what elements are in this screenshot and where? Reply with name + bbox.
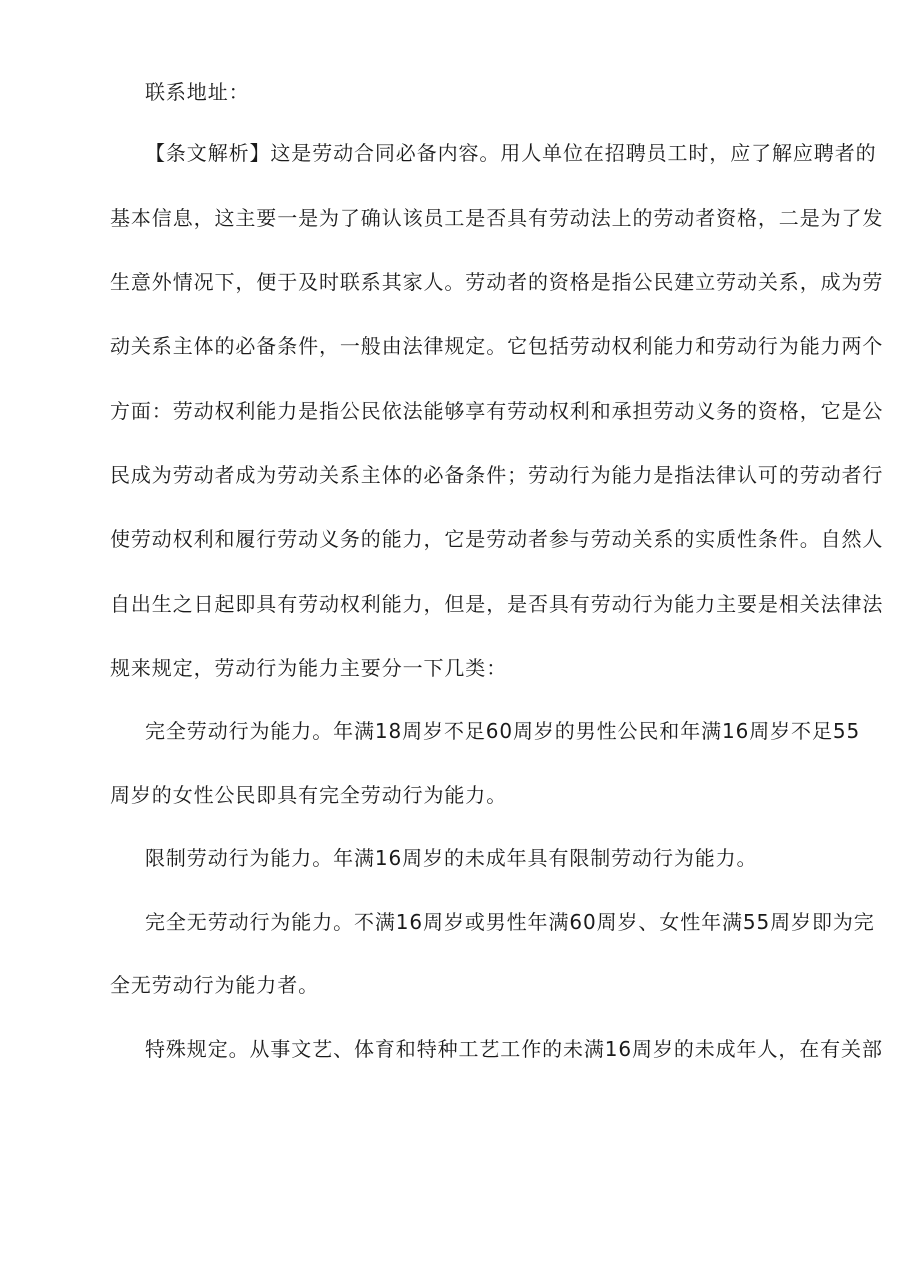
paragraph-line: 自出生之日起即具有劳动权利能力，但是，是否具有劳动行为能力主要是相关法律法 <box>110 592 884 616</box>
paragraph-line: 方面：劳动权利能力是指公民依法能够享有劳动权利和承担劳动义务的资格，它是公 <box>110 399 884 423</box>
paragraph-line: 周岁的女性公民即具有完全劳动行为能力。 <box>110 783 508 807</box>
paragraph-line: 民成为劳动者成为劳动关系主体的必备条件；劳动行为能力是指法律认可的劳动者行 <box>110 463 884 487</box>
paragraph-line: 规来规定，劳动行为能力主要分一下几类： <box>110 656 508 680</box>
paragraph-line: 限制劳动行为能力。年满16周岁的未成年具有限制劳动行为能力。 <box>145 846 758 870</box>
paragraph-line: 生意外情况下，便于及时联系其家人。劳动者的资格是指公民建立劳动关系，成为劳 <box>110 270 884 294</box>
paragraph-line: 全无劳动行为能力者。 <box>110 973 319 997</box>
paragraph-line: 特殊规定。从事文艺、体育和特种工艺工作的未满16周岁的未成年人，在有关部 <box>145 1037 883 1061</box>
paragraph-line: 完全无劳动行为能力。不满16周岁或男性年满60周岁、女性年满55周岁即为完 <box>145 910 875 934</box>
paragraph-line: 使劳动权利和履行劳动义务的能力，它是劳动者参与劳动关系的实质性条件。自然人 <box>110 527 884 551</box>
paragraph-line: 【条文解析】这是劳动合同必备内容。用人单位在招聘员工时，应了解应聘者的 <box>145 141 877 165</box>
paragraph-line: 完全劳动行为能力。年满18周岁不足60周岁的男性公民和年满16周岁不足55 <box>145 719 861 743</box>
paragraph-line: 基本信息，这主要一是为了确认该员工是否具有劳动法上的劳动者资格，二是为了发 <box>110 206 884 230</box>
contact-address-label: 联系地址： <box>145 80 250 104</box>
paragraph-line: 动关系主体的必备条件，一般由法律规定。它包括劳动权利能力和劳动行为能力两个 <box>110 334 884 358</box>
